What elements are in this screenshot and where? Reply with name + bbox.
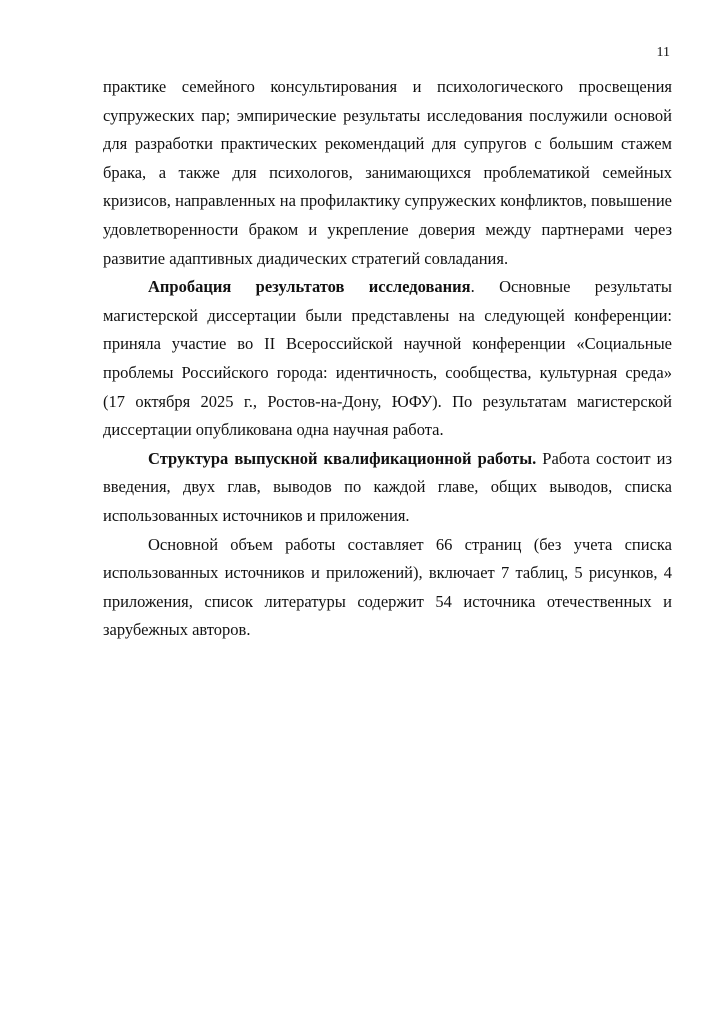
page-number: 11 bbox=[656, 45, 670, 60]
paragraph-lead-structure: Структура выпускной квалификационной работы. bbox=[148, 448, 537, 468]
paragraph-text: Работа состоит из введения, двух глав, выводов по каждой главе, общих выводов, списка использованных источников и приложения. bbox=[103, 448, 672, 525]
body-text bbox=[103, 73, 672, 645]
paragraph-practical-significance bbox=[103, 73, 672, 273]
paragraph-approbation bbox=[103, 273, 672, 445]
paragraph-text: практике семейного консультирования и психологического просвещения супружеских пар; эмпирические результаты исследования послужили основой для разработки практических рекомендаций для супругов с большим стажем брака, а также для психологов, занимающихся проблематикой семейных кризисов, направленных на профилактику супружеских конфликтов, повышение удовлетворенности браком и укрепление доверия между партнерами через развитие адаптивных диадических стратегий совладания. bbox=[103, 77, 672, 268]
paragraph-volume bbox=[103, 531, 672, 645]
paragraph-text: . Основные результаты магистерской диссертации были представлены на следующей конференции: приняла участие во II Всероссийской научной конференции «Социальные проблемы Российского города: идентичность, сообщества, культурная среда» (17 октября 2025 г., Ростов-на-Дону, ЮФУ). По результатам магистерской диссертации опубликована одна научная работа. bbox=[103, 277, 672, 440]
paragraph-lead-approbation: Апробация результатов исследования bbox=[148, 277, 471, 297]
paragraph-structure bbox=[103, 445, 672, 531]
paragraph-text: Основной объем работы составляет 66 страниц (без учета списка использованных источников и приложений), включает 7 таблиц, 5 рисунков, 4 приложения, список литературы содержит 54 источника отечественных и зарубежных авторов. bbox=[103, 534, 672, 640]
